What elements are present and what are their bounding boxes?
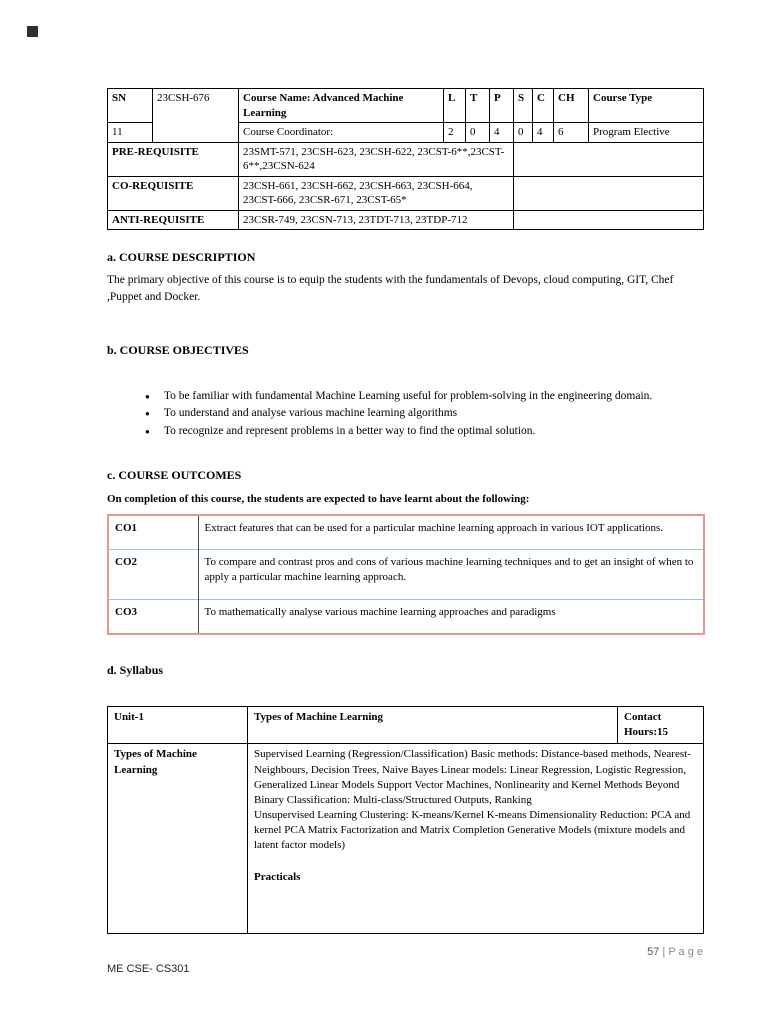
- section-d-heading: d. Syllabus: [107, 663, 164, 678]
- objective-text: ● To recognize and represent problems in a better way to find the optimal solution.: [163, 424, 536, 437]
- list-item: [145, 405, 703, 422]
- unit-title-cell: Types of Machine Learning: [248, 707, 618, 744]
- page-label: | P a g e: [662, 945, 703, 958]
- header-t-cell: T: [466, 89, 490, 123]
- list-item: [145, 388, 703, 405]
- outcome-row: [108, 599, 704, 634]
- outcome-code-cell: CO2: [108, 549, 198, 599]
- outcome-code-cell: CO1: [108, 515, 198, 550]
- outcome-row: [108, 515, 704, 550]
- header-ch-cell: CH: [554, 89, 589, 123]
- section-c-heading: c. COURSE OUTCOMES: [107, 467, 242, 482]
- value-l-cell: 2: [444, 123, 466, 143]
- course-info-table: [107, 88, 704, 230]
- empty-cell: [514, 142, 704, 176]
- syllabus-paragraph: Supervised Learning (Regression/Classification) Basic methods: Distance-based methods, Nearest-Neighbours, Decision Trees, Naive Bayes Linear models: Linear Regression, Logistic Regression, Generalized Linear Models Support Vector Machines, Nonlinearity and Kernel Methods Beyond Binary Classification: Multi-class/Structured Outputs, Ranking: [254, 748, 691, 806]
- unit-topic-label-cell: Types of Machine Learning: [108, 744, 248, 933]
- outcome-row: [108, 549, 704, 599]
- outcomes-intro-text: On completion of this course, the students are expected to have learnt about the following:: [107, 492, 530, 505]
- value-s-cell: 0: [514, 123, 533, 143]
- header-l-cell: L: [444, 89, 466, 123]
- value-ch-cell: 6: [554, 123, 589, 143]
- requisite-row: [108, 210, 704, 230]
- antirequisite-label-cell: ANTI-REQUISITE: [108, 210, 239, 230]
- unit-label-cell: Unit-1: [108, 707, 248, 744]
- corequisite-content-cell: 23CSH-661, 23CSH-662, 23CSH-663, 23CSH-664, 23CST-666, 23CSR-671, 23CST-65*: [239, 176, 514, 210]
- header-p-cell: P: [490, 89, 514, 123]
- header-s-cell: S: [514, 89, 533, 123]
- section-b-heading: b. COURSE OBJECTIVES: [107, 343, 249, 358]
- unit-content-cell: [248, 744, 704, 933]
- contact-hours-cell: Contact Hours:15: [618, 707, 704, 744]
- table-row: [108, 707, 704, 744]
- requisite-row: [108, 176, 704, 210]
- object-anchor-icon: [27, 26, 38, 37]
- outcome-text-cell: To compare and contrast pros and cons of various machine learning techniques and to get an insight of when to apply a particular machine learning approach.: [198, 549, 704, 599]
- list-item: [145, 423, 703, 440]
- outcome-code-cell: CO3: [108, 599, 198, 634]
- syllabus-table: [107, 706, 704, 934]
- table-row: [108, 89, 704, 123]
- outcome-text-cell: To mathematically analyse various machine learning approaches and paradigms: [198, 599, 704, 634]
- prerequisite-content-cell: 23SMT-571, 23CSH-623, 23CSH-622, 23CST-6**,23CST-6**,23CSN-624: [239, 142, 514, 176]
- value-course-type-cell: Program Elective: [589, 123, 704, 143]
- practicals-label: Practicals: [254, 870, 301, 883]
- objective-text: ● To be familiar with fundamental Machine Learning useful for problem-solving in the engineering domain.: [163, 390, 653, 403]
- objective-text: ● To understand and analyse various machine learning algorithms: [163, 407, 458, 420]
- document-code-footer: ME CSE- CS301: [107, 962, 190, 975]
- value-c-cell: 4: [533, 123, 554, 143]
- value-p-cell: 4: [490, 123, 514, 143]
- course-name-cell: Course Name: Advanced Machine Learning: [239, 89, 444, 123]
- prerequisite-label-cell: PRE-REQUISITE: [108, 142, 239, 176]
- course-description-text: The primary objective of this course is to equip the students with the fundamentals of Devops, cloud computing, GIT, Chef ,Puppet and Docker.: [107, 274, 674, 303]
- course-code-cell: 23CSH-676: [153, 89, 239, 143]
- header-c-cell: C: [533, 89, 554, 123]
- empty-cell: [514, 210, 704, 230]
- header-course-type-cell: Course Type: [589, 89, 704, 123]
- course-outcomes-table: [107, 514, 705, 636]
- table-row: [108, 744, 704, 933]
- syllabus-paragraph: Unsupervised Learning Clustering: K-means/Kernel K-means Dimensionality Reduction: PCA and kernel PCA Matrix Factorization and Matrix Completion Generative Models (mixture models and latent factor models): [254, 809, 691, 852]
- section-a-heading: a. COURSE DESCRIPTION: [107, 250, 256, 265]
- page-number: 57: [647, 945, 660, 958]
- sn-header-cell: SN: [108, 89, 153, 123]
- requisite-row: [108, 142, 704, 176]
- objectives-list: [107, 388, 703, 439]
- page-number-footer: [107, 946, 703, 958]
- antirequisite-content-cell: 23CSR-749, 23CSN-713, 23TDT-713, 23TDP-712: [239, 210, 514, 230]
- empty-cell: [514, 176, 704, 210]
- corequisite-label-cell: CO-REQUISITE: [108, 176, 239, 210]
- outcome-text-cell: Extract features that can be used for a particular machine learning approach in various IOT applications.: [204, 521, 664, 534]
- coordinator-cell: Course Coordinator:: [239, 123, 444, 143]
- value-t-cell: 0: [466, 123, 490, 143]
- sn-value-cell: 11: [108, 123, 153, 143]
